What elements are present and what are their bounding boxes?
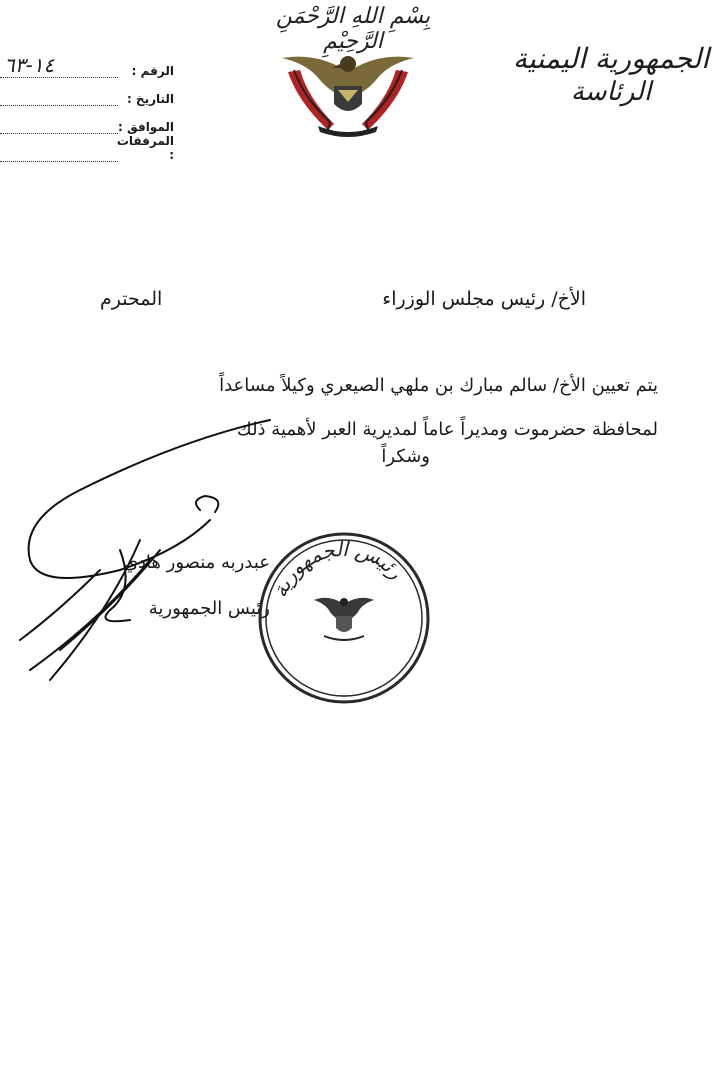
body-line-1: يتم تعيين الأخ/ سالم مبارك بن ملهي الصيعري وكيلاً مساعداً: [219, 375, 658, 396]
number-line: [0, 53, 118, 78]
number-label: الرقم :: [131, 64, 174, 78]
date-row: [0, 78, 180, 106]
reference-number-row: [0, 50, 180, 78]
honorific: المحترم: [100, 288, 163, 310]
body-line-2: لمحافظة حضرموت ومديراً عاماً لمديرية العبر لأهمية ذلك: [236, 419, 658, 440]
number-value: ١٤-٦٣: [4, 53, 55, 77]
thanks-line: وشكراً: [381, 446, 430, 467]
eagle-emblem-icon: [268, 42, 428, 142]
date-line: [0, 89, 118, 106]
attachments-line: [0, 145, 118, 162]
reference-block: [0, 50, 180, 162]
official-stamp: [256, 530, 432, 706]
date-label: التاريخ :: [126, 92, 174, 106]
addressee: الأخ/ رئيس مجلس الوزراء: [382, 288, 586, 310]
org-office: الرئاسة: [570, 77, 652, 107]
organization-header: [506, 42, 716, 108]
attachments-label: المرفقات :: [116, 134, 174, 162]
org-name: الجمهورية اليمنية: [512, 42, 710, 75]
signer-title: رئيس الجمهورية: [148, 598, 270, 619]
corresponding-row: [0, 106, 180, 134]
corresponding-label: الموافق :: [118, 120, 174, 134]
attachments-row: [0, 134, 180, 162]
addressee-line: [100, 282, 586, 322]
handwritten-signature: [0, 400, 300, 700]
stamp-ring-text: رئيس الجمهورية: [267, 536, 408, 601]
signer-name: عبدربه منصور هادي: [123, 552, 270, 573]
basmala: بِسْمِ اللهِ الرَّحْمَنِ الرَّحِيْمِ: [275, 4, 431, 54]
corresponding-line: [0, 117, 118, 134]
